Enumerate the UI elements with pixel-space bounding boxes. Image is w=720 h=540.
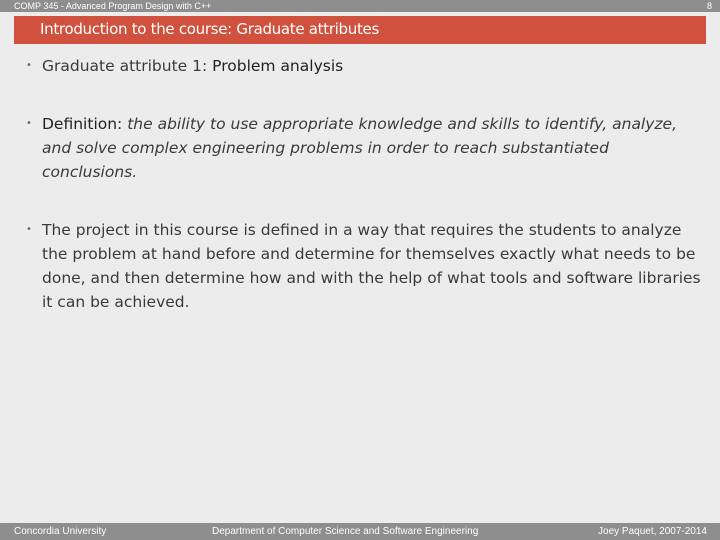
bullet-label: Graduate attribute 1: — [42, 57, 213, 75]
slide-title: Introduction to the course: Graduate attributes — [40, 20, 380, 38]
bullet-project — [26, 218, 702, 314]
footer-university: Concordia University — [14, 526, 107, 537]
project-text: The project in this course is defined in a way that requires the students to analyze the problem at hand before and determine for themselves exactly what needs to be done, and then determine how and with the help of what tools and software libraries it can be achieved. — [42, 221, 701, 311]
definition-label: Definition: — [42, 115, 128, 133]
bullet-dot-icon: • — [26, 60, 32, 71]
title-band — [14, 16, 706, 44]
definition-text: the ability to use appropriate knowledge and skills to identify, analyze, and solve complex engineering problems in order to reach substantiated conclusions. — [42, 115, 678, 181]
bullet-graduate-attribute — [26, 54, 343, 78]
course-title: COMP 345 - Advanced Program Design with C++ — [14, 1, 212, 11]
bullet-dot-icon: • — [26, 224, 32, 235]
bullet-definition — [26, 112, 702, 184]
bullet-dot-icon: • — [26, 118, 32, 129]
bullet-value: Problem analysis — [212, 57, 344, 75]
header-bar — [0, 0, 720, 12]
page-number: 8 — [706, 1, 712, 11]
footer-author: Joey Paquet, 2007-2014 — [598, 526, 707, 537]
footer-department: Department of Computer Science and Software Engineering — [212, 526, 479, 537]
footer-bar — [0, 523, 720, 540]
